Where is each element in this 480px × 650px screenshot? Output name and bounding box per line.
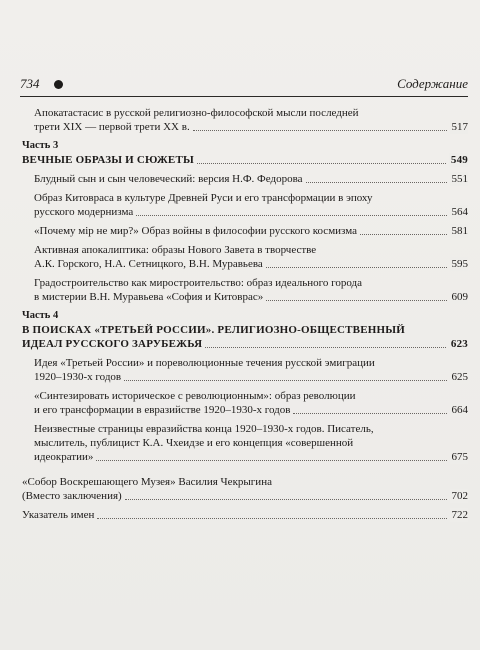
page-number: 734: [20, 76, 40, 91]
toc-page-number: 549: [450, 154, 468, 166]
toc-entry[interactable]: [22, 191, 468, 219]
toc-entry[interactable]: [22, 389, 468, 417]
dot-leader: [197, 163, 446, 164]
toc-entry[interactable]: [22, 276, 468, 304]
toc-entry[interactable]: [22, 106, 468, 134]
toc-entry[interactable]: [22, 508, 468, 522]
toc-entry-line: трети XIX — первой трети XX в.: [34, 121, 190, 133]
part-label: Часть 4: [22, 310, 59, 321]
dot-leader: [124, 380, 446, 381]
dot-leader: [97, 518, 446, 519]
toc-entry-line: А.К. Горского, Н.А. Сетницкого, В.Н. Муравьева: [34, 258, 263, 270]
toc-entry-line: (Вместо заключения): [22, 490, 122, 502]
header-rule: [20, 96, 468, 97]
toc-entry-line: Неизвестные страницы евразийства конца 1920–1930-х годов. Писатель,: [34, 423, 374, 435]
running-header: [20, 76, 468, 94]
toc-page-number: 517: [451, 121, 468, 133]
dot-leader: [96, 460, 446, 461]
toc-entry-line: 1920–1930-х годов: [34, 371, 122, 383]
bullet-dot-icon: [54, 80, 63, 89]
toc-page-number: 551: [451, 173, 468, 185]
toc-entry[interactable]: [22, 243, 468, 271]
toc-entry[interactable]: [22, 475, 468, 503]
toc-entry-line: идеократии»: [34, 451, 94, 463]
toc-entry-line: ИДЕАЛ РУССКОГО ЗАРУБЕЖЬЯ: [22, 338, 203, 350]
toc-entry-line: Апокатастасис в русской религиозно-философской мысли последней: [34, 107, 359, 119]
toc-entry-line: ВЕЧНЫЕ ОБРАЗЫ И СЮЖЕТЫ: [22, 154, 194, 166]
section-title: Содержание: [397, 76, 468, 91]
toc-page-number: 581: [451, 225, 468, 237]
toc-page-number: 625: [451, 371, 468, 383]
dot-leader: [136, 215, 446, 216]
toc-page-number: 675: [451, 451, 468, 463]
toc-entry-line: «Синтезировать историческое с революционным»: образ революции: [34, 390, 356, 402]
table-of-contents: [22, 106, 468, 527]
toc-entry[interactable]: [22, 224, 468, 238]
toc-entry[interactable]: [22, 172, 468, 186]
toc-page-number: 664: [451, 404, 468, 416]
dot-leader: [266, 300, 446, 301]
toc-page-number: 564: [451, 206, 468, 218]
toc-entry-line: и его трансформации в евразийстве 1920–1930-х годов: [34, 404, 291, 416]
toc-entry-line: Градостроительство как миростроительство: образ идеального города: [34, 277, 363, 289]
toc-page-number: 609: [451, 291, 468, 303]
toc-part-entry[interactable]: [22, 323, 468, 351]
toc-page-number: 702: [451, 490, 468, 502]
toc-entry-line: «Почему мір не мир?» Образ войны в философии русского космизма: [34, 225, 357, 237]
toc-entry[interactable]: [22, 356, 468, 384]
toc-entry-line: в мистерии В.Н. Муравьева «София и Китоврас»: [34, 291, 264, 303]
toc-entry-line: Указатель имен: [22, 509, 95, 521]
toc-entry[interactable]: [22, 422, 468, 464]
toc-entry-line: Образ Китовраса в культуре Древней Руси и его трансформации в эпоху: [34, 192, 373, 204]
toc-entry-line: русского модернизма: [34, 206, 134, 218]
toc-entry-line: Идея «Третьей России» и пореволюционные течения русской эмиграции: [34, 357, 375, 369]
toc-entry-line: мыслитель, публицист К.А. Чхеидзе и его концепция «совершенной: [34, 437, 354, 449]
toc-entry-line: «Собор Воскрешающего Музея» Василия Чекрыгина: [22, 476, 272, 488]
dot-leader: [306, 182, 447, 183]
dot-leader: [360, 234, 447, 235]
part-label: Часть 3: [22, 140, 59, 151]
dot-leader: [205, 347, 446, 348]
dot-leader: [193, 130, 447, 131]
dot-leader: [125, 499, 447, 500]
dot-leader: [266, 267, 447, 268]
dot-leader: [293, 413, 446, 414]
toc-entry-line: В ПОИСКАХ «ТРЕТЬЕЙ РОССИИ». РЕЛИГИОЗНО-ОБЩЕСТВЕННЫЙ: [22, 324, 406, 336]
toc-page-number: 623: [450, 338, 468, 350]
toc-page-number: 595: [451, 258, 468, 270]
toc-part-entry[interactable]: [22, 153, 468, 167]
toc-entry-line: Активная апокалиптика: образы Нового Завета в творчестве: [34, 244, 317, 256]
toc-entry-line: Блудный сын и сын человеческий: версия Н.Ф. Федорова: [34, 173, 303, 185]
toc-page-number: 722: [451, 509, 468, 521]
